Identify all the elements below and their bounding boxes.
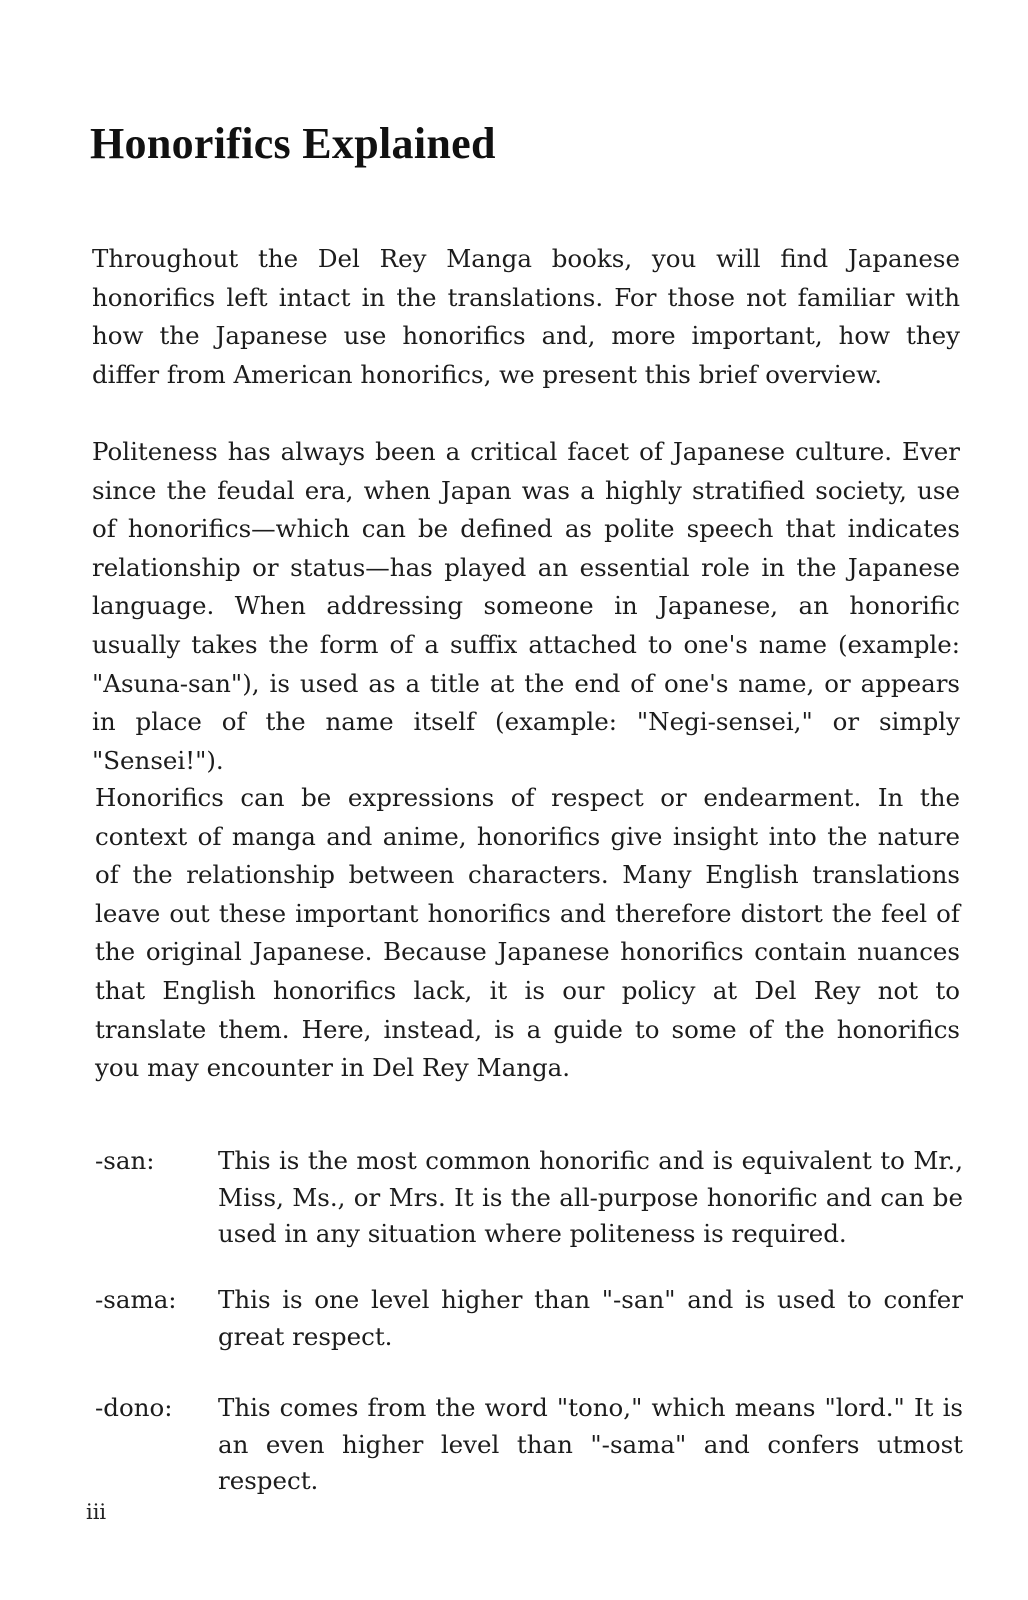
glossary-term: -sama:: [95, 1285, 177, 1314]
respect-paragraph: Honorifics can be expressions of respect or endearment. In the context of manga and anime, honorifics give insight into the nature of the relationship between characters. Many English translations leave out these important honorifics and therefore distort the feel of the original Japanese. Because Japanese honorifics contain nuances that English honorifics lack, it is our policy at Del Rey not to translate them. Here, instead, is a guide to some of the honorifics you may encounter in Del Rey Manga.: [95, 783, 960, 1083]
glossary-definition: This is one level higher than "-san" and is used to confer great respect.: [218, 1285, 963, 1351]
page-number: iii: [86, 1500, 107, 1524]
glossary-term: -san:: [95, 1146, 155, 1175]
glossary-definition: This comes from the word "tono," which means "lord." It is an even higher level than "-sama" and confers utmost respect.: [218, 1393, 963, 1495]
intro-paragraph: Throughout the Del Rey Manga books, you will find Japanese honorifics left intact in the translations. For those not familiar with how the Japanese use honorifics and, more important, how they differ from American honorifics, we present this brief overview.: [92, 244, 960, 389]
politeness-paragraph: Politeness has always been a critical facet of Japanese culture. Ever since the feudal era, when Japan was a highly stratified society, use of honorifics—which can be defined as polite speech that indicates relationship or status—has played an essential role in the Japanese language. When addressing someone in Japanese, an honorific usually takes the form of a suffix attached to one's name (example: "Asuna-san"), is used as a title at the end of one's name, or appears in place of the name itself (example: "Negi-sensei," or simply "Sensei!").: [92, 437, 960, 775]
glossary-term: -dono:: [95, 1393, 173, 1422]
page-title: Honorifics Explained: [90, 119, 496, 168]
glossary-definition: This is the most common honorific and is equivalent to Mr., Miss, Ms., or Mrs. It is the all-purpose honorific and can be used in any situation where politeness is required.: [218, 1146, 963, 1248]
